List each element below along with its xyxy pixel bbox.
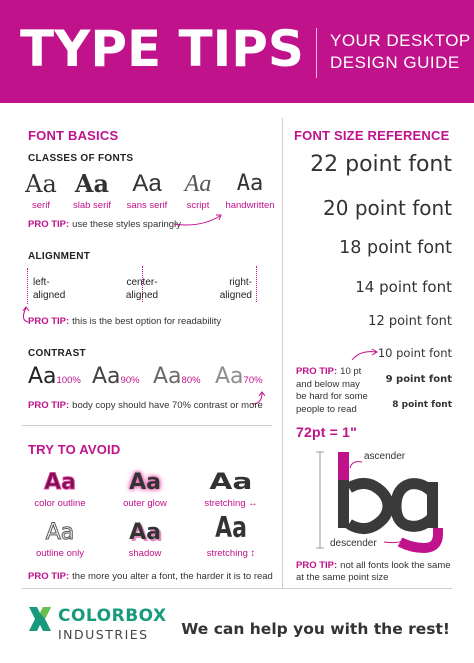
pro-tip-text: body copy should have 70% contrast or more [72,400,263,411]
contrast-80 [153,364,201,389]
avoid-glyph: Aa [44,470,76,495]
center-aligned-line-2: aligned [125,290,159,301]
alignment-title: ALIGNMENT [28,251,91,262]
classes-pro-tip [28,219,181,230]
sample-handwritten-glyph: Aa [236,171,264,196]
right-guide-line [256,266,257,302]
logo-company-subtitle: INDUSTRIES [58,627,149,642]
left-aligned-line-1: left- [33,277,50,288]
center-aligned-sample [114,276,170,302]
subtitle-line-1: YOUR DESKTOP [330,31,471,50]
avoid-outline-only [28,520,92,559]
contrast-pct: 100% [56,375,81,386]
contrast-pro-tip [28,400,263,411]
sample-slab-serif [64,170,120,211]
left-aligned-line-2: aligned [33,290,66,301]
avoid-pro-tip [28,571,273,582]
sample-serif-label: serif [32,200,50,211]
pro-tip-label: PRO TIP: [28,219,70,230]
size-9pt: 9 point font [385,374,452,385]
contrast-100 [28,364,81,389]
right-aligned-line-2: aligned [219,290,252,301]
font-size-title: FONT SIZE REFERENCE [294,128,450,143]
avoid-label: outer glow [123,498,167,509]
contrast-pct: 80% [181,375,201,386]
points-per-inch-title: 72pt = 1" [296,424,357,440]
ascender-label: ascender [364,451,406,462]
size-pro-tip [296,366,368,416]
footer-tagline: We can help you with the rest! [181,620,450,638]
classes-title: CLASSES OF FONTS [28,153,134,164]
pro-tip-text: 10 pt [340,366,362,377]
avoid-stretch-horizontal [196,470,266,509]
contrast-90 [92,364,140,389]
font-basics-title: FONT BASICS [28,128,119,143]
sample-serif-glyph: Aa [25,170,57,198]
avoid-glyph: Aa [129,470,161,495]
sample-script-label: script [186,200,210,211]
left-guide-line [27,268,28,304]
avoid-label: color outline [34,498,86,509]
pro-tip-text: not all fonts look the same [340,560,451,571]
sample-handwritten-label: handwritten [225,200,275,211]
page-title: TYPE TIPS [20,20,304,78]
sample-sans-label: sans serif [126,200,168,211]
pro-tip-line-3: be hard for some [296,391,368,402]
sample-serif [22,170,60,211]
contrast-glyph: Aa [92,364,121,389]
avoid-label: stretching ↔ [204,498,258,509]
center-aligned-line-1: center- [126,277,158,288]
sample-script [176,170,220,211]
section-divider [22,425,272,426]
descender-label: descender [330,538,377,549]
avoid-label: outline only [35,548,85,559]
avoid-glyph: Aa [215,512,247,545]
footer-divider [22,588,452,589]
avoid-label: stretching ↕ [206,548,256,559]
right-aligned-sample [200,276,252,302]
sample-sans-serif [122,170,172,211]
avoid-shadow [113,520,177,559]
sample-handwritten [222,170,278,211]
alignment-pro-tip [28,316,221,327]
avoid-label: shadow [128,548,162,559]
avoid-glyph: Aa [209,470,253,495]
avoid-title: TRY TO AVOID [28,442,121,457]
avoid-stretch-vertical [196,512,266,559]
avoid-color-outline [28,470,92,509]
sample-sans-glyph: Aa [132,170,162,197]
avoid-glyph: Aa [45,520,75,545]
contrast-title: CONTRAST [28,348,86,359]
pro-tip-label: PRO TIP: [28,316,70,327]
pro-tip-line-4: people to read [296,403,357,415]
contrast-glyph: Aa [153,364,182,389]
pro-tip-label: PRO TIP: [296,366,338,377]
size-12pt: 12 point font [368,314,452,329]
sample-slab-glyph: Aa [74,169,110,198]
size-10pt: 10 point font [377,346,452,360]
points-pro-tip [296,560,451,584]
page-subtitle [330,30,471,74]
pro-tip-text: the more you alter a font, the harder it is to read [72,571,273,582]
sample-slab-label: slab serif [72,200,111,211]
contrast-glyph: Aa [215,364,244,389]
size-14pt: 14 point font [355,278,452,296]
subtitle-line-2: DESIGN GUIDE [330,53,460,72]
pro-tip-label: PRO TIP: [28,400,70,411]
size-22pt: 22 point font [310,152,452,177]
tip-arrow-icon [170,210,230,232]
header-divider [316,28,317,78]
pro-tip-text: this is the best option for readability [72,316,222,327]
logo-company-name: COLORBOX [58,606,167,626]
contrast-pct: 70% [243,375,263,386]
sample-script-glyph: Aa [184,171,212,197]
contrast-70 [215,364,263,389]
left-aligned-sample [33,276,65,302]
avoid-glyph: Aa [129,520,161,545]
pro-tip-label: PRO TIP: [296,560,338,571]
pro-tip-line-2: at the same point size [296,572,389,583]
pro-tip-line-2: and below may [296,378,360,390]
size-20pt: 20 point font [323,196,452,220]
size-tip-arrow-icon [350,344,380,364]
size-18pt: 18 point font [339,238,452,258]
contrast-pct: 90% [120,375,140,386]
right-aligned-line-1: right- [229,277,252,288]
pro-tip-label: PRO TIP: [28,571,70,582]
contrast-glyph: Aa [28,364,57,389]
header-banner [0,0,474,103]
colorbox-logo-icon [27,605,53,633]
avoid-outer-glow [113,470,177,509]
column-divider [282,118,283,588]
size-8pt: 8 point font [392,400,452,410]
pro-tip-text: use these styles sparingly [72,219,181,230]
